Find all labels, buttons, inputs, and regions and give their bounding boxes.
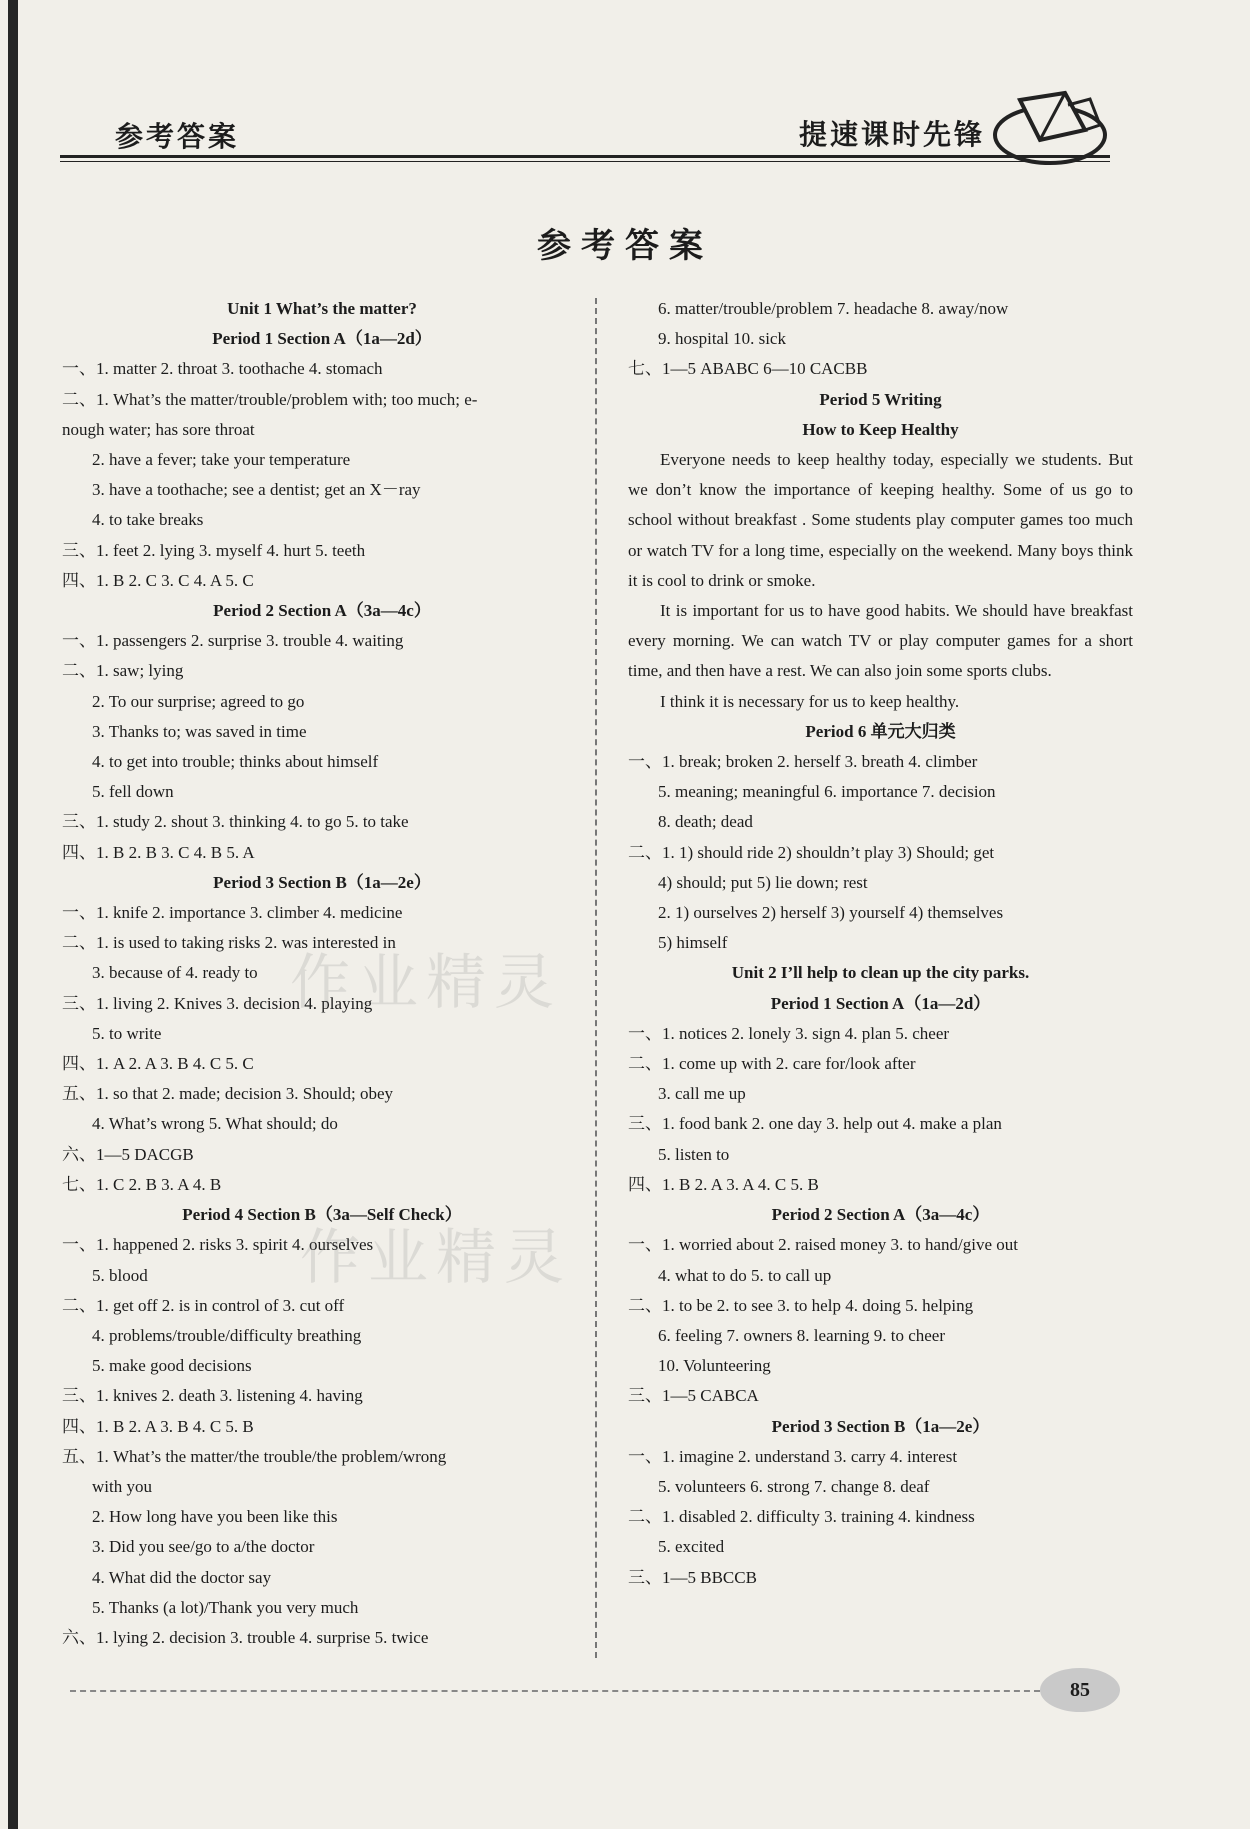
answer-line: 二、1. to be 2. to see 3. to help 4. doing 5. helping	[628, 1295, 974, 1315]
watermark: 作业精灵	[290, 948, 562, 1018]
answer-line: 一、1. break; broken 2. herself 3. breath 4. climber	[628, 752, 978, 772]
answer-line: 二、1. saw; lying	[62, 661, 184, 681]
answer-line: 5. Thanks (a lot)/Thank you very much	[92, 1597, 359, 1617]
watermark: 作业精灵	[300, 1223, 572, 1293]
answer-line: 三、1—5 CABCA	[628, 1386, 759, 1406]
page-title: 参考答案	[537, 228, 713, 265]
section-heading: Period 3 Section B（1a—2e）	[771, 1416, 990, 1436]
section-heading: Period 4 Section B（3a—Self Check）	[182, 1205, 462, 1225]
answer-line: 四、1. B 2. A 3. B 4. C 5. B	[62, 1416, 254, 1436]
answer-line: with you	[92, 1476, 152, 1496]
column-divider	[595, 298, 597, 1658]
answer-line: 一、1. happened 2. risks 3. spirit 4. ourselves	[62, 1235, 374, 1255]
answer-line: 5. fell down	[92, 782, 174, 802]
essay-paragraph: I think it is necessary for us to keep healthy.	[660, 691, 960, 711]
answer-line: 6. matter/trouble/problem 7. headache 8. away/now	[658, 299, 1009, 318]
answer-line: 5) himself	[658, 933, 728, 953]
answer-line: 2. How long have you been like this	[92, 1507, 338, 1527]
answer-line: 一、1. matter 2. throat 3. toothache 4. stomach	[62, 359, 383, 379]
answer-line: 8. death; dead	[658, 812, 753, 832]
answer-line: 9. hospital 10. sick	[658, 329, 786, 349]
section-heading: Period 3 Section B（1a—2e）	[213, 872, 431, 892]
answer-line: 4. to get into trouble; thinks about himself	[92, 752, 379, 772]
answer-line: 二、1. disabled 2. difficulty 3. training 4. kindness	[628, 1507, 975, 1527]
answer-line: 4) should; put 5) lie down; rest	[658, 872, 868, 892]
answer-line: 二、1. is used to taking risks 2. was interested in	[62, 933, 396, 953]
answer-line: 七、1—5 ABABC 6—10 CACBB	[628, 359, 868, 379]
answer-line: 5. to write	[92, 1023, 162, 1043]
answer-line: 四、1. B 2. A 3. A 4. C 5. B	[628, 1174, 819, 1194]
answer-line: 二、1. get off 2. is in control of 3. cut off	[62, 1295, 345, 1315]
answer-line: 3. call me up	[658, 1084, 746, 1104]
answer-line: 2. To our surprise; agreed to go	[92, 691, 305, 711]
answer-line: 三、1—5 BBCCB	[628, 1567, 757, 1587]
section-heading: Unit 1 What’s the matter?	[227, 299, 417, 318]
section-heading: Period 5 Writing	[819, 389, 942, 409]
answer-line: 一、1. notices 2. lonely 3. sign 4. plan 5. cheer	[628, 1023, 950, 1043]
header-rule	[60, 155, 1110, 162]
answer-line: 一、1. imagine 2. understand 3. carry 4. interest	[628, 1446, 958, 1466]
answer-line: 六、1. lying 2. decision 3. trouble 4. surprise 5. twice	[62, 1627, 429, 1647]
answer-line: 一、1. knife 2. importance 3. climber 4. medicine	[62, 903, 403, 923]
answer-line: 四、1. B 2. B 3. C 4. B 5. A	[62, 842, 255, 862]
answer-line: 5. listen to	[658, 1144, 730, 1164]
answer-line: 四、1. B 2. C 3. C 4. A 5. C	[62, 570, 254, 590]
answer-line: 3. Thanks to; was saved in time	[92, 721, 307, 741]
answer-line: 五、1. so that 2. made; decision 3. Should; obey	[62, 1084, 393, 1104]
answer-line: 4. to take breaks	[92, 510, 204, 530]
answer-line: 6. feeling 7. owners 8. learning 9. to cheer	[658, 1325, 946, 1345]
answer-line: 3. Did you see/go to a/the doctor	[92, 1537, 315, 1557]
answer-line: 5. blood	[92, 1265, 148, 1285]
answer-line: 4. problems/trouble/difficulty breathing	[92, 1325, 362, 1345]
answer-line: 二、1. 1) should ride 2) shouldn’t play 3) Should; get	[628, 842, 995, 862]
answer-line: 二、1. What’s the matter/trouble/problem with; too much; e-	[62, 389, 478, 409]
essay-paragraph: It is important for us to have good habits. We should have breakfast every morning. We can watch TV or play computer games for a short time, and then have a rest. We can also join some sports clubs.	[628, 601, 1133, 681]
answer-line: 5. meaning; meaningful 6. importance 7. decision	[658, 782, 996, 802]
header-series-title: 提速课时先锋	[798, 120, 985, 151]
answer-line: 四、1. A 2. A 3. B 4. C 5. C	[62, 1054, 254, 1074]
answer-line: 三、1. knives 2. death 3. listening 4. having	[62, 1386, 363, 1406]
answer-line: 三、1. food bank 2. one day 3. help out 4. make a plan	[628, 1114, 1002, 1134]
section-heading: Period 2 Section A（3a—4c）	[213, 601, 431, 621]
header-section-label: 参考答案	[115, 122, 240, 153]
section-heading: How to Keep Healthy	[802, 419, 959, 439]
section-heading: Period 2 Section A（3a—4c）	[771, 1205, 990, 1225]
answer-line: 4. what to do 5. to call up	[658, 1265, 832, 1285]
right-column	[628, 294, 1133, 1593]
footer-rule	[70, 1690, 1040, 1692]
page-number: 85	[1040, 1668, 1120, 1712]
section-heading: Period 1 Section A（1a—2d）	[212, 329, 432, 349]
answer-line: 4. What did the doctor say	[92, 1567, 272, 1587]
answer-line: 一、1. worried about 2. raised money 3. to hand/give out	[628, 1235, 1018, 1255]
answer-line: 3. because of 4. ready to	[92, 963, 258, 983]
answer-line: 4. What’s wrong 5. What should; do	[92, 1114, 338, 1134]
section-heading: Unit 2 I’ll help to clean up the city parks.	[731, 963, 1030, 983]
answer-line: 5. volunteers 6. strong 7. change 8. deaf	[658, 1476, 930, 1496]
answer-line: 3. have a toothache; see a dentist; get an X－ray	[92, 480, 421, 500]
answer-line: 三、1. living 2. Knives 3. decision 4. playing	[62, 993, 373, 1013]
answer-line: 七、1. C 2. B 3. A 4. B	[62, 1174, 222, 1194]
answer-line: 2. 1) ourselves 2) herself 3) yourself 4) themselves	[658, 903, 1004, 923]
answer-line: 二、1. come up with 2. care for/look after	[628, 1054, 916, 1074]
binding-edge	[8, 0, 18, 1829]
answer-line: 10. Volunteering	[658, 1356, 771, 1376]
answer-line: 六、1—5 DACGB	[62, 1144, 194, 1164]
essay-paragraph: Everyone needs to keep healthy today, especially we students. But we don’t know the importance of keeping healthy. Some of us go to school without breakfast . Some students play computer games too much or watch TV for a long time, especially on the weekend. Many boys think it is cool to drink or smoke.	[628, 450, 1133, 590]
answer-line: 三、1. study 2. shout 3. thinking 4. to go 5. to take	[62, 812, 409, 832]
section-heading: Period 6 单元大归类	[805, 721, 956, 741]
answer-line: 2. have a fever; take your temperature	[92, 450, 351, 470]
page-header	[60, 95, 1110, 165]
answer-line: 三、1. feet 2. lying 3. myself 4. hurt 5. teeth	[62, 540, 366, 560]
answer-line: 5. make good decisions	[92, 1356, 252, 1376]
section-heading: Period 1 Section A（1a—2d）	[770, 993, 991, 1013]
answer-line: 五、1. What’s the matter/the trouble/the problem/wrong	[62, 1446, 447, 1466]
answer-line: nough water; has sore throat	[62, 419, 255, 439]
answer-line: 一、1. passengers 2. surprise 3. trouble 4. waiting	[62, 631, 404, 651]
answer-line: 5. excited	[658, 1537, 725, 1557]
